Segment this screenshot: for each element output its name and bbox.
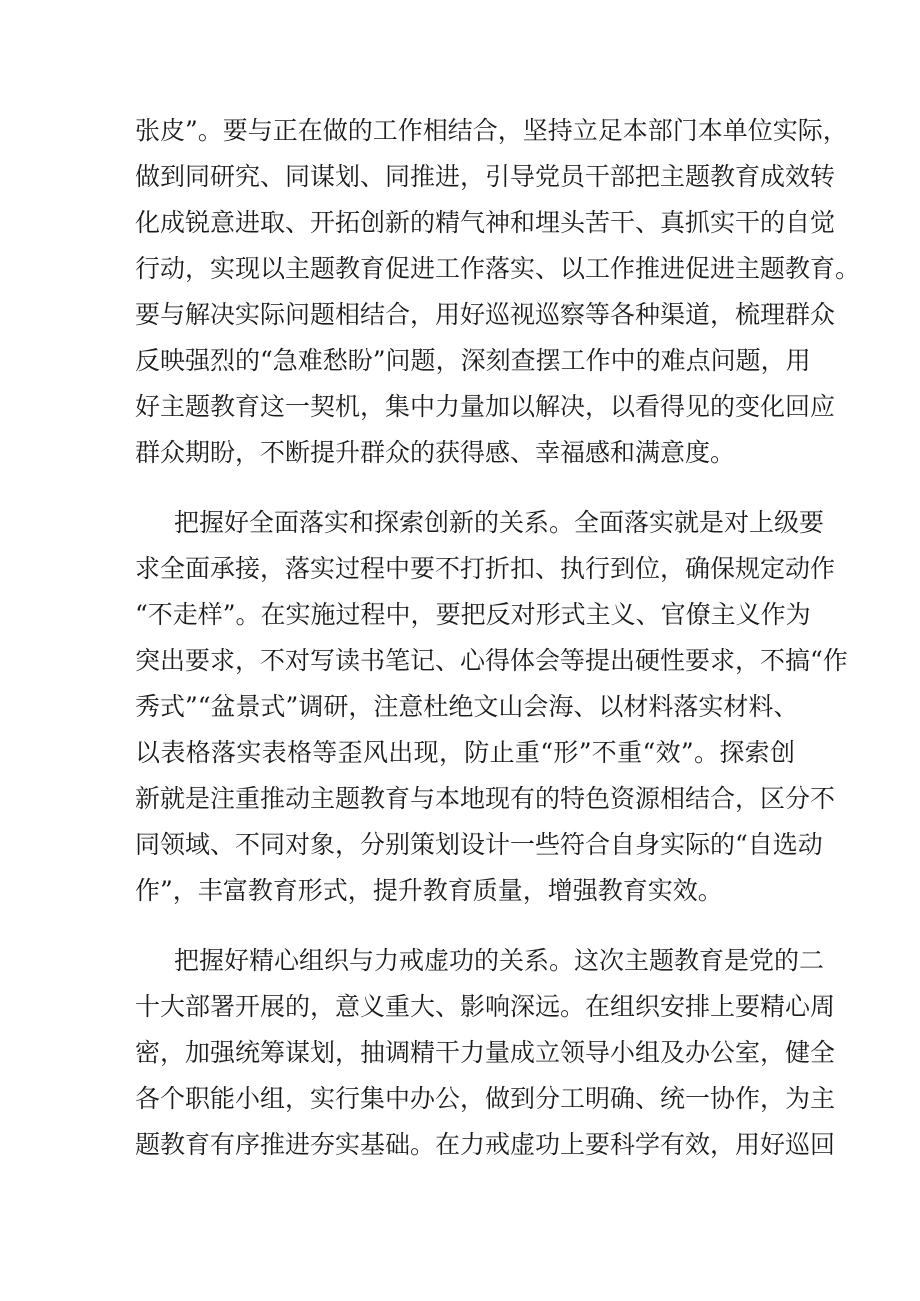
text-line: 把握好全面落实和探索创新的关系。全面落实就是对上级要 [174, 508, 825, 537]
text-line: 新就是注重推动主题教育与本地现有的特色资源相结合，区分不 [135, 784, 836, 813]
text-line: 要与解决实际问题相结合，用好巡视巡察等各种渠道，梳理群众 [135, 300, 836, 329]
text-line: 化成锐意进取、开拓创新的精气神和埋头苦干、真抓实干的自觉 [135, 208, 836, 237]
text-line: 好主题教育这一契机，集中力量加以解决，以看得见的变化回应 [135, 392, 836, 421]
text-line: 作”，丰富教育形式，提升教育质量，增强教育实效。 [135, 876, 723, 905]
text-line: 秀式”“盆景式”调研，注意杜绝文山会海、以材料落实材料、 [135, 692, 799, 721]
text-line: 群众期盼，不断提升群众的获得感、幸福感和满意度。 [135, 438, 736, 467]
text-line: 反映强烈的“急难愁盼”问题，深刻查摆工作中的难点问题，用 [135, 346, 811, 375]
text-line: 题教育有序推进夯实基础。在力戒虚功上要科学有效，用好巡回 [135, 1130, 836, 1159]
text-line: 做到同研究、同谋划、同推进，引导党员干部把主题教育成效转 [135, 162, 836, 191]
text-line: 行动，实现以主题教育促进工作落实、以工作推进促进主题教育。 [135, 254, 861, 283]
text-line: “不走样”。在实施过程中，要把反对形式主义、官僚主义作为 [135, 600, 811, 629]
text-line: 同领域、不同对象，分别策划设计一些符合自身实际的“自选动 [135, 830, 823, 859]
text-line: 密，加强统筹谋划，抽调精干力量成立领导小组及办公室，健全 [135, 1038, 836, 1067]
text-line: 突出要求，不对写读书笔记、心得体会等提出硬性要求，不搞“作 [135, 646, 848, 675]
text-line: 以表格落实表格等歪风出现，防止重“形”不重“效”。探索创 [135, 738, 795, 767]
text-line: 张皮”。要与正在做的工作相结合，坚持立足本部门本单位实际， [135, 116, 848, 145]
text-line: 各个职能小组，实行集中办公，做到分工明确、统一协作，为主 [135, 1084, 836, 1113]
text-line: 十大部署开展的，意义重大、影响深远。在组织安排上要精心周 [135, 992, 836, 1021]
text-line: 求全面承接，落实过程中要不打折扣、执行到位，确保规定动作 [135, 554, 836, 583]
text-line: 把握好精心组织与力戒虚功的关系。这次主题教育是党的二 [174, 946, 825, 975]
